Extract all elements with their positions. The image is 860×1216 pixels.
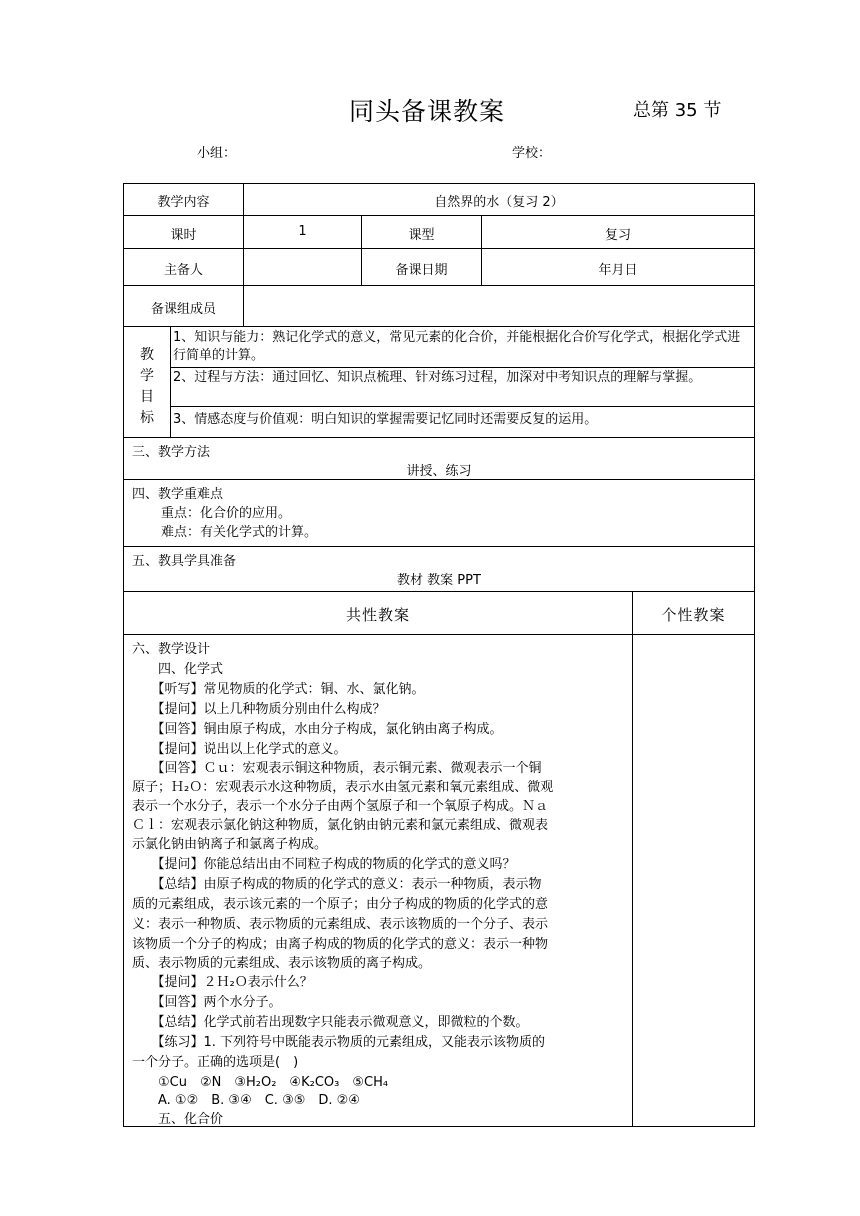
design-line: 【提问】以上几种物质分别由什么构成？ <box>132 702 386 717</box>
design-line: 四、化学式 <box>132 662 224 677</box>
design-line: 【回答】铜由原子构成，水由分子构成，氯化钠由离子构成。 <box>132 722 503 737</box>
goals-label-char: 标 <box>140 410 154 426</box>
design-line: 【回答】两个水分子。 <box>132 995 282 1010</box>
table-rule <box>123 183 755 184</box>
page-title: 同头备课教案 <box>349 97 506 126</box>
design-line: 五、化合价 <box>132 1112 224 1127</box>
table-rule <box>123 591 755 592</box>
table-rule <box>170 406 755 407</box>
design-line: 质的元素组成，表示该元素的一个原子；由分子构成的物质的化学式的意 <box>132 897 549 912</box>
date-label: 备课日期 <box>395 263 448 278</box>
design-line: 示氯化钠由钠离子和氯离子构成。 <box>132 837 328 852</box>
goal-item: 2、过程与方法：通过回忆、知识点梳理、针对练习过程，加深对中考知识点的理解与掌握。 <box>173 370 702 385</box>
table-rule <box>123 437 755 438</box>
design-line: A. ①② B. ③④ C. ③⑤ D. ②④ <box>132 1093 360 1108</box>
table-rule <box>123 546 755 547</box>
type-value: 复习 <box>604 228 631 243</box>
goals-label-char: 学 <box>140 368 154 384</box>
type-label: 课型 <box>408 228 435 243</box>
design-line: 一个分子。正确的选项是( ) <box>132 1055 299 1070</box>
design-line: 【练习】1. 下列符号中既能表示物质的元素组成，又能表示该物质的 <box>132 1035 546 1050</box>
design-line: ①Cu ②N ③H₂O₂ ④K₂CO₃ ⑤CH₄ <box>132 1075 389 1090</box>
lead-label: 主备人 <box>163 263 203 278</box>
period-label: 课时 <box>170 228 197 243</box>
table-rule <box>123 326 755 327</box>
methods-value: 讲授、练习 <box>406 464 472 479</box>
materials-value: 教材 教案 PPT <box>397 573 481 588</box>
keypoints-focus: 重点：化合价的应用。 <box>161 506 292 521</box>
period-value: 1 <box>298 224 307 239</box>
table-rule <box>123 479 755 480</box>
design-line: 【听写】常见物质的化学式：铜、水、氯化钠。 <box>132 682 425 697</box>
design-line: 表示一个水分子，表示一个水分子由两个氢原子和一个氧原子构成。Ｎａ <box>132 799 549 814</box>
goals-label <box>124 345 170 429</box>
table-border-right <box>754 183 755 1127</box>
design-line: 【提问】说出以上化学式的意义。 <box>132 742 347 757</box>
date-value: 年月日 <box>598 263 638 278</box>
goal-item: 3、情感态度与价值观：明白知识的掌握需要记忆同时还需要反复的运用。 <box>173 412 598 427</box>
school-label: 学校： <box>512 146 552 161</box>
design-line: 【回答】Ｃｕ：宏观表示铜这种物质，表示铜元素、微观表示一个铜 <box>132 761 542 776</box>
design-line: 【提问】你能总结出由不同粒子构成的物质的化学式的意义吗？ <box>132 857 516 872</box>
design-line: 质、表示物质的元素组成、表示该物质的离子构成。 <box>132 956 432 971</box>
goal-item: 1、知识与能力：熟记化学式的意义，常见元素的化合价，并能根据化合价写化学式，根据化学式进行简单的计算。 <box>173 330 741 363</box>
content-label: 教学内容 <box>157 195 210 210</box>
table-rule <box>123 248 755 249</box>
common-plan-label: 共性教案 <box>345 606 410 624</box>
table-border-left <box>123 183 124 1127</box>
section-number: 总第 35 节 <box>633 100 722 121</box>
methods-heading: 三、教学方法 <box>132 445 211 460</box>
materials-heading: 五、教具学具准备 <box>132 554 237 569</box>
design-line: 义：表示一种物质、表示物质的元素组成、表示该物质的一个分子、表示 <box>132 917 549 932</box>
content-value: 自然界的水（复习 2） <box>434 195 564 210</box>
table-col-rule <box>170 326 171 437</box>
keypoints-heading: 四、教学重难点 <box>132 487 224 502</box>
design-line: 【提问】２Ｈ₂Ｏ表示什么？ <box>132 975 313 990</box>
design-line: Ｃｌ：宏观表示氯化钠这种物质，氯化钠由钠元素和氯元素组成、微观表 <box>132 818 549 833</box>
design-line: 六、教学设计 <box>132 642 211 657</box>
keypoints-difficulty: 难点：有关化学式的计算。 <box>161 525 318 540</box>
design-line: 【总结】化学式前若出现数字只能表示微观意义，即微粒的个数。 <box>132 1015 529 1030</box>
table-rule <box>123 215 755 216</box>
personal-plan-label: 个性教案 <box>661 606 726 624</box>
goals-label-char: 目 <box>140 389 154 405</box>
table-col-rule <box>632 591 633 1126</box>
design-line: 该物质一个分子的构成；由离子构成的物质的化学式的意义：表示一种物 <box>132 937 549 952</box>
design-line: 原子；Ｈ₂Ｏ：宏观表示水这种物质，表示水由氢元素和氧元素组成、微观 <box>132 780 554 795</box>
table-rule <box>123 634 755 635</box>
table-rule <box>123 285 755 286</box>
table-rule <box>170 367 755 368</box>
design-line: 【总结】由原子构成的物质的化学式的意义：表示一种物质，表示物 <box>132 877 542 892</box>
goals-label-char: 教 <box>140 347 154 363</box>
members-label: 备课组成员 <box>150 302 216 317</box>
group-label: 小组： <box>197 146 237 161</box>
